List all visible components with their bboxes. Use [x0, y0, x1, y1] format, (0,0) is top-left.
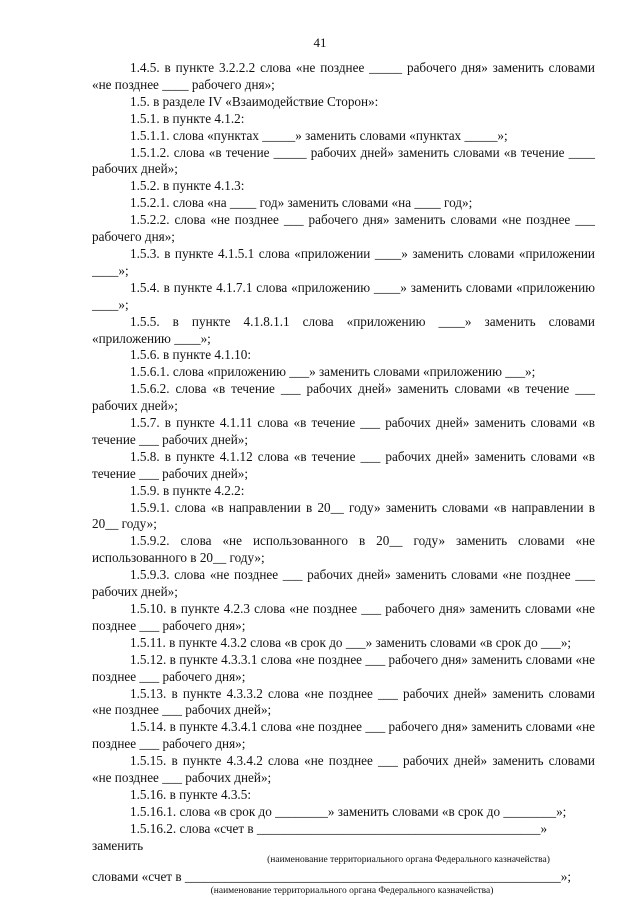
paragraph: 1.5.2.1. слова «на ____ год» заменить словами «на ____ год»; — [130, 195, 473, 211]
paragraph: 1.5.9.1. слова «в направлении в 20__ году» заменить словами «в направлении в 20__ году»; — [92, 499, 595, 532]
paragraph: 1.5.7. в пункте 4.1.11 слова «в течение ___ рабочих дней» заменить словами «в течение ___ рабочих дней»; — [92, 415, 595, 447]
field-caption: (наименование территориального органа Федерального казначейства) — [210, 885, 494, 896]
paragraph: 1.5.6. в пункте 4.1.10: — [130, 347, 251, 363]
final-line: словами «счет в _________________________________________________________»; — [92, 868, 571, 884]
field-caption: (наименование территориального органа Федерального казначейства) — [267, 854, 550, 865]
paragraph: 1.5.5. в пункте 4.1.8.1.1 слова «приложению ____» заменить словами «приложению ____»; — [92, 313, 595, 346]
paragraph: 1.5.6.2. слова «в течение ___ рабочих дней» заменить словами «в течение ___ рабочих дней»; — [92, 381, 595, 414]
paragraph: 1.5.1. в пункте 4.1.2: — [130, 110, 245, 126]
paragraph: 1.5.6.1. слова «приложению ___» заменить словами «приложению ___»; — [130, 364, 536, 380]
paragraph: 1.5. в разделе IV «Взаимодействие Сторон»: — [130, 93, 379, 109]
paragraph: 1.5.10. в пункте 4.2.3 слова «не позднее ___ рабочего дня» заменить словами «не позднее ___ рабочего дня»; — [92, 601, 595, 633]
paragraph: 1.5.11. в пункте 4.3.2 слова «в срок до ___» заменить словами «в срок до ___»; — [130, 634, 572, 650]
paragraph: 1.5.9.3. слова «не позднее ___ рабочих дней» заменить словами «не позднее ___ рабочих дней»; — [92, 567, 595, 600]
paragraph: 1.5.1.2. слова «в течение _____ рабочих дней» заменить словами «в течение ____ рабочих дней»; — [92, 144, 595, 177]
paragraph: 1.5.4. в пункте 4.1.7.1 слова «приложению ____» заменить словами «приложению ____»; — [92, 279, 595, 312]
page-number: 41 — [313, 35, 327, 50]
paragraph: 1.5.12. в пункте 4.3.3.1 слова «не позднее ___ рабочего дня» заменить словами «не позднее ___ рабочего дня»; — [92, 651, 595, 684]
paragraph: 1.5.16.2. слова «счет в ___________________________________________» заменить — [92, 820, 548, 853]
paragraph: 1.5.3. в пункте 4.1.5.1 слова «приложении ____» заменить словами «приложении ____»; — [92, 245, 595, 278]
paragraph: 1.5.15. в пункте 4.3.4.2 слова «не позднее ___ рабочих дней» заменить словами «не позднее ___ рабочих дней»; — [92, 753, 595, 786]
document-body — [92, 60, 595, 898]
paragraph: 1.5.1.1. слова «пунктах _____» заменить словами «пунктах _____»; — [130, 127, 508, 143]
paragraph: 1.5.2.2. слова «не позднее ___ рабочего дня» заменить словами «не позднее ___ рабочего дня»; — [92, 212, 595, 245]
paragraph: 1.5.14. в пункте 4.3.4.1 слова «не позднее ___ рабочего дня» заменить словами «не позднее ___ рабочего дня»; — [92, 719, 595, 752]
paragraph: 1.5.2. в пункте 4.1.3: — [130, 178, 245, 194]
paragraph: 1.4.5. в пункте 3.2.2.2 слова «не позднее _____ рабочего дня» заменить словами «не позднее ____ рабочего дня»; — [92, 60, 595, 92]
paragraph: 1.5.13. в пункте 4.3.3.2 слова «не позднее ___ рабочих дней» заменить словами «не позднее ___ рабочих дней»; — [92, 685, 595, 718]
paragraph: 1.5.9. в пункте 4.2.2: — [130, 482, 245, 498]
paragraph: 1.5.16. в пункте 4.3.5: — [130, 786, 251, 802]
paragraph: 1.5.9.2. слова «не использованного в 20__ году» заменить словами «не использованного в 20__ году»; — [92, 533, 595, 566]
paragraph: 1.5.16.1. слова «в срок до ________» заменить словами «в срок до ________»; — [130, 803, 567, 819]
paragraph: 1.5.8. в пункте 4.1.12 слова «в течение ___ рабочих дней» заменить словами «в течение ___ рабочих дней»; — [92, 448, 595, 481]
